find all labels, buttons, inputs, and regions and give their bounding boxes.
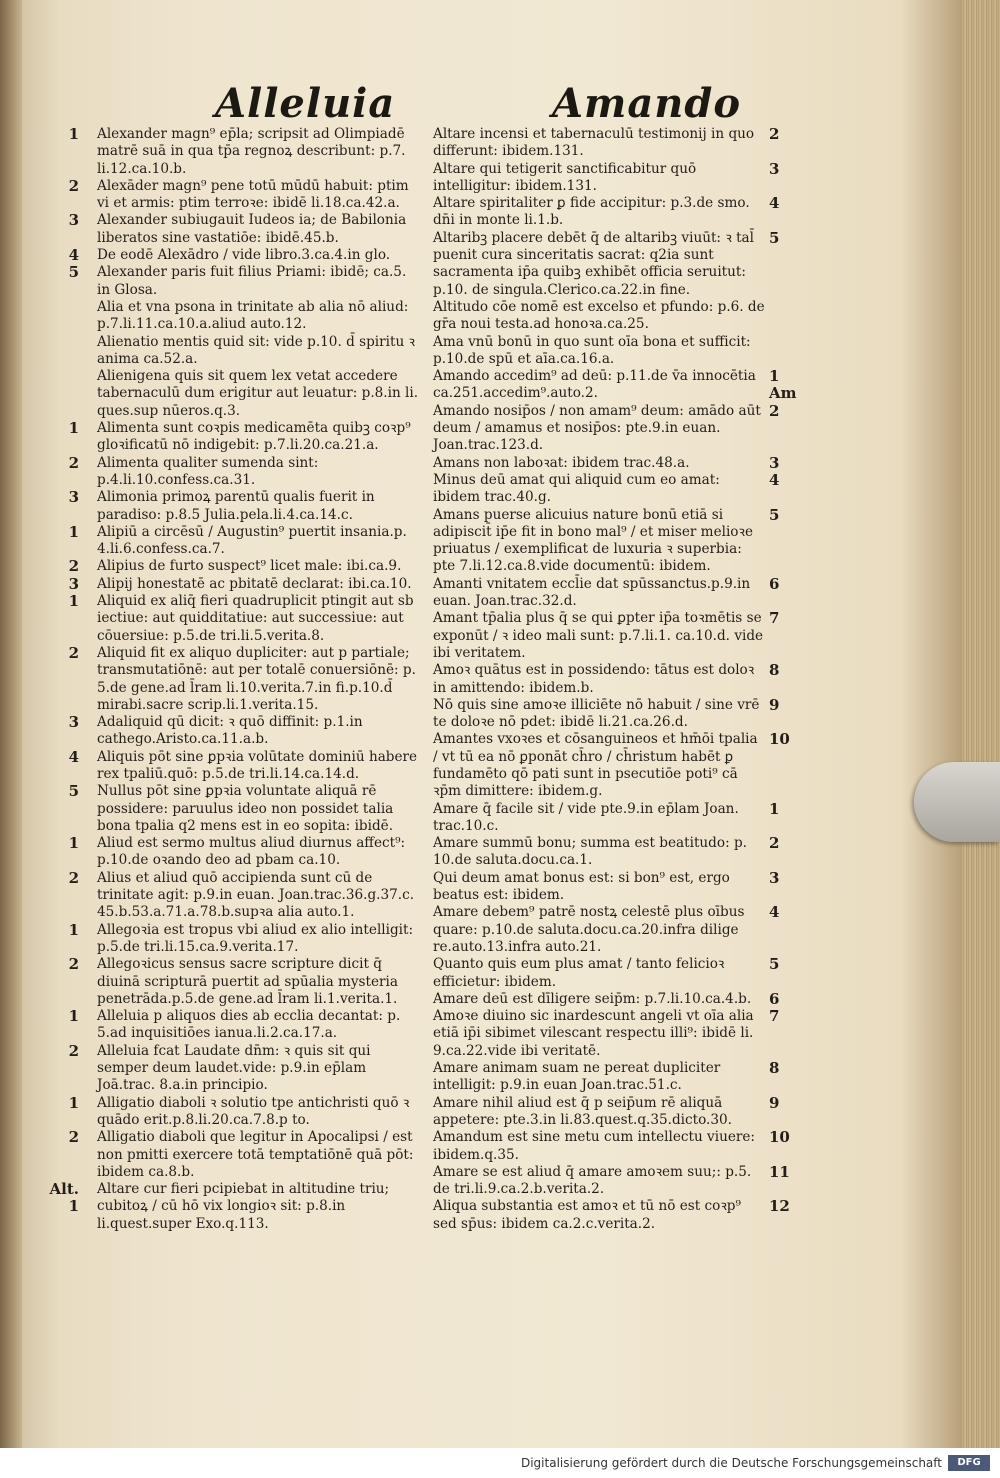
index-entry (68, 1128, 419, 1181)
entry-number: 3 (769, 453, 780, 472)
index-entry (68, 125, 419, 178)
entry-text: Alimonia primoꝝ parentū qualis fuerit in paradiso: p.8.5̄ Julia.pela.li.4.ca.14.c. (97, 489, 375, 523)
entry-number: 4 (769, 470, 780, 489)
entry-number: 1 (68, 125, 79, 143)
left-column (49, 125, 419, 1233)
entry-text: Alienigena quis sit quem lex vetat accedere tabernaculū dum erigitur aut leuatur: p.8.in li. ques.sup nūeros.q.3. (97, 368, 419, 419)
index-entry (68, 1093, 419, 1130)
index-entry (433, 1007, 780, 1060)
index-entry (68, 1041, 419, 1095)
index-entry (68, 955, 419, 1008)
index-entry (433, 159, 780, 196)
entry-text: Amare debem⁹ patrē nostꝝ celestē plus oībus quare: p.10.de saluta.docu.ca.20.infra dilige re.auto.13.infra auto.21. (433, 904, 745, 955)
entry-text: Amare q̄ facile sit / vide pte.9.in ep̄lam Joan. trac.10.c. (433, 800, 739, 834)
index-entry (433, 470, 780, 507)
entry-number: 3 (68, 574, 79, 593)
index-entry (68, 453, 419, 490)
index-entry (433, 730, 790, 800)
entry-text: Qui deum amat bonus est: si bon⁹ est, ergo beatus est: ibidem. (433, 869, 730, 904)
index-entry (433, 661, 780, 697)
dfg-logo: DFG (948, 1455, 990, 1471)
entry-number: 3 (769, 159, 780, 178)
index-entry (68, 211, 419, 247)
header-right: Amando (552, 80, 742, 127)
entry-text: Amando nosip̄os / non amam⁹ deum: amādo aūt deum / amamus et nosip̄os: pte.9.in euan. Joan.trac.123.d. (433, 402, 761, 454)
index-entry (433, 1059, 780, 1095)
index-entry (68, 920, 419, 957)
entry-text: Amare animam suam ne pereat dupliciter intelligit: p.9.in euan Joan.trac.51.c. (433, 1060, 721, 1094)
entry-text: Nō quis sine amoꝛe illiciēte nō habuit / sine vrē te doloꝛe nō pdet: ibidē li.21.ca.26.d. (433, 696, 760, 731)
entry-text: Amans puerse alicuius nature bonū etiā si adipiscit̄ ip̄e fit in bono mal⁹ / et miser melioꝛe priuatus / exemplificat de luxuria ꝛ superbia: pte 7.li.12.ca.8.vide documentū: ibidem. (433, 506, 753, 575)
index-entry (433, 903, 780, 956)
index-entry (433, 989, 780, 1008)
index-entry (433, 505, 780, 576)
entry-text: Amare se est aliud q̄ amare amoꝛem suu;: p.5. de tri.li.9.ca.2.b.verita.2. (433, 1163, 752, 1198)
entry-text: Altare qui tetigerit sanctificabitur quō intelligitur: ibidem.131. (433, 160, 697, 194)
entry-text: Amantes vxoꝛes et cōsanguineos et hm̄ōi tpalia / vt tū ea nō ꝑponāt ch̄ro / ch̄ristum habēt ꝑ fundamēto qō pati sunt in psecutiōe poti⁹ cā ꝛp̄m dimittere: ibidem.g. (433, 731, 758, 800)
entry-number: 7 (769, 1007, 780, 1026)
entry-text: Alipiū a circēsū / Augustin⁹ puertit insania.p. 4.li.6.confess.ca.7. (97, 523, 407, 558)
entry-number: 5 (68, 263, 79, 282)
entry-text: Amanti vnitatem eccl̄ie dat spūssanctus.p.9.in euan. Joan.trac.32.d. (433, 575, 751, 610)
entry-text: Alipius de furto suspect⁹ licet male: ibi.ca.9. (97, 558, 402, 575)
index-entry (97, 368, 419, 420)
entry-number: 1 Am (769, 367, 797, 403)
entry-number: 2 (769, 125, 780, 143)
entry-number: 6 (769, 989, 780, 1008)
entry-number: 12 (769, 1197, 790, 1216)
entry-number: 2 (68, 955, 79, 974)
right-column (433, 125, 797, 1233)
binding-gutter (0, 0, 22, 1448)
header-left: Alleluia (215, 80, 396, 127)
entry-number: 2 (68, 1128, 79, 1147)
index-entry (68, 834, 419, 870)
entry-text: Allegoꝛia est tropus vbi aliud ex alio intelligit: p.5.de tri.li.15.ca.9.verita.17. (97, 921, 414, 955)
index-entry (433, 574, 780, 611)
entry-text: Quanto quis eum plus amat / tanto felicioꝛ efficietur: ibidem. (433, 956, 725, 990)
index-entry (433, 1128, 790, 1164)
entry-text: Aliquid ex aliq̄ fieri quadruplicit ptingit aut sb iectiue: aut quidditatiue: aut successiue: aut cōuersiue: p.5.de tri.li.5.verita.8. (97, 593, 414, 644)
entry-number: 3 (769, 868, 780, 887)
entry-text: Alimenta sunt coꝛpis medicamēta quibꝫ coꝛp⁹ gloꝛificatū nō indigebit: p.7.li.20.ca.21.a. (97, 420, 411, 454)
entry-text: Nullus pōt sine ꝑpꝛia voluntate aliquā rē possidere: paruulus ideo non possidet talia bona tpalia q2 mens est in eo sopita: ibidē. (97, 783, 394, 834)
entry-text: Amoꝛe diuino sic inardescunt angeli vt oīa alia etiā ip̄i sibimet vilescant respectu illi⁹: ibidē li. 9.ca.22.vide ibi veritatē. (433, 1008, 754, 1059)
index-entry (68, 592, 419, 645)
entry-number: 5 (769, 505, 780, 524)
index-entry (49, 1180, 419, 1233)
entry-text: Amant tp̄alia plus q̄ se qui ꝑpter ip̄a toꝛmētis se exponūt / ꝛ ideo mali sunt: p.7.li.1. ca.10.d. vide ibi veritatem. (433, 610, 764, 661)
entry-number: 2 (68, 1041, 79, 1060)
index-entry (433, 228, 780, 299)
entry-number: 9 (769, 1093, 780, 1112)
footer-credit: Digitalisierung gefördert durch die Deutsche Forschungsgemeinschaft (520, 1456, 942, 1470)
entry-number: 1 (68, 1093, 79, 1112)
entry-text: Aliquis pōt sine ꝑpꝛia volūtate dominiū habere rex tpaliū.quō: p.5.de tri.li.14.ca.14.d. (97, 748, 418, 782)
entry-text: De eodē Alexādro / vide libro.3.ca.4.in glo. (97, 247, 391, 264)
entry-text: Alexander subiugauit Iudeos ia; de Babilonia liberatos sine vastatiōe: ibidē.45.b. (97, 212, 407, 246)
index-entry (68, 643, 419, 714)
index-entry (433, 367, 797, 403)
index-entry (68, 574, 419, 593)
entry-text: Amare deū est dīligere seip̄m: p.7.li.10.ca.4.b. (433, 990, 752, 1007)
index-entry (433, 401, 780, 455)
entry-number: 9 (769, 695, 780, 714)
entry-text: Alleluia p aliquos dies ab ecclia decantat: p. 5.ad inquisitiōes ianua.li.2.ca.17.a. (97, 1008, 401, 1042)
index-entry (433, 799, 780, 836)
entry-number: 1 (68, 592, 79, 611)
index-entry (68, 747, 419, 784)
index-entry (68, 557, 419, 576)
entry-number: 2 (769, 401, 780, 420)
index-entry (433, 125, 780, 161)
entry-text: Alligatio diaboli que legitur in Apocalipsi / est non pmitti exercere totā temptatiōnē quā pōt: ibidem ca.8.b. (97, 1129, 414, 1180)
entry-number: 6 (769, 574, 780, 593)
index-entry (433, 609, 780, 662)
index-entry (68, 868, 419, 922)
index-entry (433, 453, 780, 472)
entry-number: 7 (769, 609, 780, 628)
index-entry (433, 194, 780, 230)
entry-text: Alienatio mentis quid sit: vide p.10. d̄ spiritu ꝛ anima ca.52.a. (97, 333, 415, 367)
entry-number: 3 (68, 211, 79, 230)
entry-text: Alipij honestatē ac pbitatē declarat: ibi.ca.10. (97, 575, 412, 592)
entry-text: Altitudo cōe nomē est excelso et pfundo: p.6. de gr̄a noui testa.ad honoꝛa.ca.25. (433, 298, 765, 333)
index-entry (433, 955, 780, 991)
entry-number: 5 (769, 955, 780, 974)
entry-text: Amans non laboꝛat: ibidem trac.48.a. (433, 454, 690, 471)
index-entry (68, 263, 419, 299)
entry-text: Altare cur fieri pcipiebat in altitudine triu; cubitoꝝ / cū hō vix longioꝛ sit: p.8.in li.quest.super Exo.q.113. (97, 1181, 390, 1232)
entry-text: Allegoꝛicus sensus sacre scripture dicit q̄ diuinā scripturā puertit ad spūalia mysteria penetrāda.p.5.de gene.ad l̄ram li.1.verita.1. (97, 956, 398, 1007)
entry-number: 2 (68, 557, 79, 576)
index-entry (68, 1007, 419, 1043)
index-entry (68, 782, 419, 835)
entry-text: Alia et vna psona in trinitate ab alia nō aliud: p.7.li.11.ca.10.a.aliud auto.12. (97, 298, 409, 333)
index-entry (97, 299, 419, 334)
entry-number: 2 (769, 834, 780, 853)
entry-text: Alimenta qualiter sumenda sint: p.4.li.10.confess.ca.31. (97, 454, 319, 488)
entry-number: 10 (769, 1128, 790, 1147)
entry-text: Alleluia fcat Laudate dn̄m: ꝛ quis sit qui semper deum laudet.vide: p.9.in ep̄lam Joā.trac. 8.a.in principio. (97, 1042, 371, 1094)
index-entry (433, 695, 780, 732)
entry-text: Alexander magn⁹ ep̄la; scripsit ad Olimpiadē matrē suā in qua tp̄a regnoꝝ describunt: p.7. li.12.ca.10.b. (97, 126, 406, 177)
entry-number: 5 (68, 782, 79, 801)
entry-number: 2 (68, 868, 79, 887)
entry-text: Altare incensi et tabernaculū testimonij in quo differunt: ibidem.131. (433, 126, 755, 160)
entry-number: 3 (68, 488, 79, 507)
index-entry (433, 868, 780, 905)
index-entry (68, 176, 419, 213)
index-entry (68, 522, 419, 559)
entry-text: Aliqua substantia est amoꝛ et tū nō est coꝛp⁹ sed sp̄us: ibidem ca.2.c.verita.2. (433, 1198, 741, 1232)
index-entry (433, 1093, 780, 1130)
entry-text: Aliud est sermo multus aliud diurnus affect⁹: p.10.de oꝛando deo ad pbam ca.10. (97, 835, 406, 869)
index-entry (433, 1162, 790, 1199)
index-entry (433, 834, 780, 870)
entry-number: 10 (769, 730, 790, 749)
page-clip (914, 762, 1000, 842)
entry-text: Adaliquid qū dicit: ꝛ quō diffinit: p.1.in cathego.Aristo.ca.11.a.b. (97, 714, 363, 748)
entry-text: Aliquid fit ex aliquo dupliciter: aut p partiale; transmutatiōnē: aut per totalē conuersiōnē: p. 5.de gene.ad l̄ram li.10.verita.7.in fi.p.10.d̄ mirabi.sacre scrip.li.1.verita.15. (97, 644, 416, 713)
entry-text: Amare summū bonu; summa est beatitudo: p. 10.de saluta.docu.ca.1. (433, 835, 747, 869)
entry-text: Alexander paris fuit filius Priami: ibidē; ca.5. in Glosa. (97, 264, 407, 298)
index-entry (68, 419, 419, 455)
entry-number: 5 (769, 228, 780, 247)
index-entry (68, 713, 419, 749)
entry-number: 11 (769, 1162, 790, 1181)
entry-text: Altare spiritaliter ꝑ fide accipitur: p.3.de smo. dn̄i in monte li.1.b. (433, 195, 750, 229)
index-entry (433, 334, 765, 369)
entry-text: Alexāder magn⁹ pene totū mūdū habuit: ptim vi et armis: ptim terroꝛe: ibidē li.18.ca.42.a. (97, 177, 409, 212)
entry-number: 1 (68, 522, 79, 541)
index-entry (68, 488, 419, 524)
entry-text: Minus deū amat qui aliquid cum eo amat: ibidem trac.40.g. (433, 471, 720, 506)
entry-number: 2 (68, 643, 79, 662)
page-edges (962, 0, 1000, 1448)
entry-text: Altaribꝫ placere debēt q̄ de altaribꝫ viuūt: ꝛ tal̄ puenit cura sinceritatis sacrat: q2ia sunt sacramenta ip̄a quibꝫ exhibēt officia seruitut: p.10. de singula.Clerico.ca.22.in fine. (433, 229, 755, 298)
entry-text: Amandum est sine metu cum intellectu viuere: ibidem.q.35. (433, 1129, 755, 1163)
index-entry (68, 246, 419, 265)
entry-text: Alligatio diaboli ꝛ solutio tpe antichristi quō ꝛ quādo erit.p.8.li.20.ca.7.8.p to. (97, 1094, 410, 1128)
index-entry (433, 299, 765, 334)
entry-number: 1 (68, 920, 79, 939)
entry-number: 4 (769, 903, 780, 922)
entry-number: 1 (68, 1007, 79, 1026)
entry-text: Amando accedim⁹ ad deū: p.11.de v̄a innocētia ca.251.accedim⁹.auto.2. (433, 368, 756, 402)
entry-number: Alt. 1 (49, 1180, 79, 1216)
index-entry (433, 1197, 790, 1233)
entry-number: 4 (68, 747, 79, 766)
entry-number: 3 (68, 713, 79, 732)
index-entry (97, 334, 419, 369)
entry-number: 4 (769, 194, 780, 213)
entry-number: 8 (769, 661, 780, 680)
entry-text: Alius et aliud quō accipienda sunt cū de trinitate agit: p.9.in euan. Joan.trac.36.g.37.c. 45.b.53.a.71.a.78.b.supꝛa alia auto.1. (97, 869, 415, 921)
entry-text: Ama vnū bonū in quo sunt oīa bona et sufficit: p.10.de spū et aīa.ca.16.a. (433, 333, 751, 367)
entry-number: 4 (68, 246, 79, 265)
entry-number: 8 (769, 1059, 780, 1078)
entry-number: 2 (68, 176, 79, 195)
entry-number: 1 (769, 799, 780, 818)
entry-number: 1 (68, 834, 79, 853)
entry-number: 2 (68, 453, 79, 472)
entry-number: 1 (68, 419, 79, 438)
footer-bar (0, 1448, 1000, 1478)
entry-text: Amare nihil aliud est q̄ p seip̄um rē aliquā appetere: pte.3.in li.83.quest.q.35.dicto.30. (433, 1094, 732, 1128)
entry-text: Amoꝛ quātus est in possidendo: tātus est doloꝛ in amittendo: ibidem.b. (433, 662, 755, 696)
